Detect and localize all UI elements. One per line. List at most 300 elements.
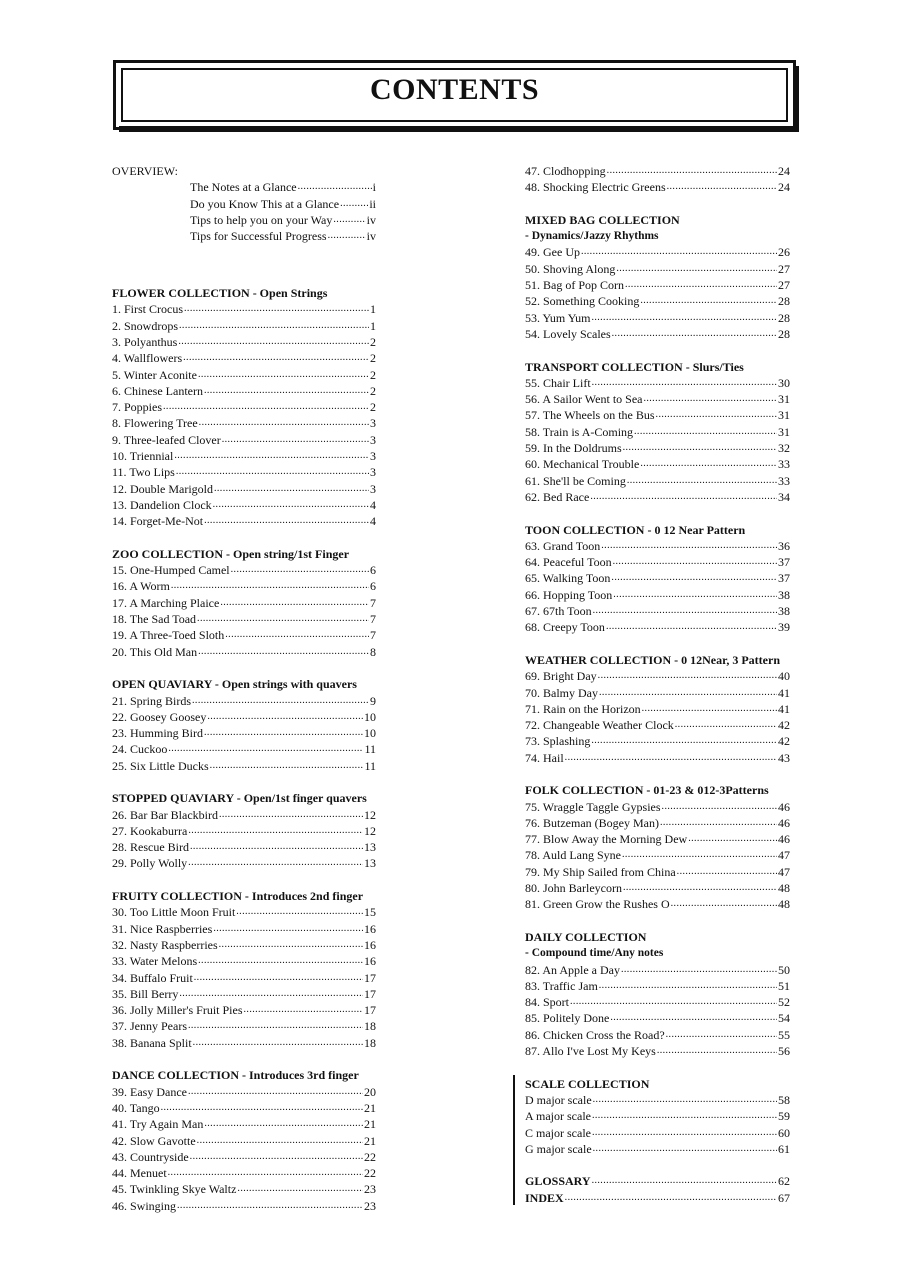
entry-title: 26. Bar Bar Blackbird bbox=[112, 807, 218, 822]
toc-entry[interactable] bbox=[112, 432, 376, 448]
dot-leader bbox=[204, 725, 363, 741]
section-subheading: - Dynamics/Jazzy Rhythms bbox=[525, 230, 659, 243]
toc-entry[interactable] bbox=[525, 407, 790, 423]
entry-page-number: 36 bbox=[778, 538, 790, 553]
dot-leader bbox=[591, 733, 777, 749]
entry-title: 50. Shoving Along bbox=[525, 261, 616, 276]
entry-title: 23. Humming Bird bbox=[112, 726, 204, 741]
entry-title: 29. Polly Wolly bbox=[112, 856, 188, 871]
spacer bbox=[525, 766, 790, 782]
toc-entry[interactable] bbox=[112, 823, 376, 839]
dot-leader bbox=[220, 595, 369, 611]
entry-page-number: 2 bbox=[370, 334, 376, 349]
overview-label: OVERVIEW: bbox=[112, 164, 178, 178]
toc-entry[interactable] bbox=[525, 701, 790, 717]
entry-page-number: 28 bbox=[778, 310, 790, 325]
entry-title: 33. Water Melons bbox=[112, 954, 198, 969]
toc-entry[interactable] bbox=[525, 277, 790, 293]
toc-entry[interactable] bbox=[112, 1165, 376, 1181]
entry-title: 22. Goosey Goosey bbox=[112, 709, 207, 724]
entry-title: 63. Grand Toon bbox=[525, 538, 601, 553]
entry-page-number: 55 bbox=[778, 1027, 790, 1042]
entry-page-number: 56 bbox=[778, 1044, 790, 1059]
toc-end-entry[interactable] bbox=[525, 1173, 790, 1189]
dot-leader bbox=[219, 937, 363, 953]
entry-page-number: 2 bbox=[370, 367, 376, 382]
toc-entry[interactable] bbox=[112, 1198, 376, 1214]
entry-title: 17. A Marching Plaice bbox=[112, 595, 220, 610]
toc-entry[interactable] bbox=[525, 261, 790, 277]
dot-leader bbox=[236, 904, 363, 920]
toc-entry[interactable] bbox=[525, 456, 790, 472]
toc-entry[interactable] bbox=[525, 440, 790, 456]
toc-entry[interactable] bbox=[525, 815, 790, 831]
entry-page-number: 46 bbox=[778, 815, 790, 830]
toc-entry[interactable] bbox=[112, 1100, 376, 1116]
dot-leader bbox=[613, 554, 777, 570]
dot-leader bbox=[213, 921, 363, 937]
dot-leader bbox=[192, 693, 369, 709]
entry-title: 47. Clodhopping bbox=[525, 164, 606, 178]
entry-title: 67. 67th Toon bbox=[525, 604, 592, 619]
entry-title: 76. Butzeman (Bogey Man) bbox=[525, 815, 659, 830]
dot-leader bbox=[237, 1181, 363, 1197]
dot-leader bbox=[204, 513, 369, 529]
entry-page-number: 23 bbox=[364, 1198, 376, 1213]
dot-leader bbox=[204, 383, 369, 399]
toc-entry[interactable] bbox=[525, 978, 790, 994]
entry-page-number: 10 bbox=[364, 709, 376, 724]
entry-title: INDEX bbox=[525, 1190, 564, 1205]
dot-leader bbox=[171, 578, 369, 594]
spacer bbox=[525, 636, 790, 652]
dot-leader bbox=[593, 1141, 777, 1157]
dot-leader bbox=[599, 978, 777, 994]
dot-leader bbox=[176, 464, 369, 480]
dot-leader bbox=[190, 1149, 363, 1165]
spacer bbox=[112, 660, 376, 676]
dot-leader bbox=[634, 424, 777, 440]
toc-entry[interactable] bbox=[525, 831, 790, 847]
toc-entry[interactable] bbox=[112, 578, 376, 594]
entry-page-number: 4 bbox=[370, 514, 376, 529]
toc-entry[interactable] bbox=[112, 415, 376, 431]
entry-page-number: 59 bbox=[778, 1109, 790, 1124]
entry-title: 57. The Wheels on the Bus bbox=[525, 408, 655, 423]
entry-page-number: 20 bbox=[364, 1084, 376, 1099]
toc-entry[interactable] bbox=[112, 986, 376, 1002]
toc-entry[interactable] bbox=[112, 318, 376, 334]
dot-leader bbox=[193, 1035, 363, 1051]
dot-leader bbox=[219, 807, 363, 823]
entry-title: Tips for Successful Progress bbox=[190, 229, 327, 244]
section-heading: DAILY COLLECTION bbox=[525, 929, 647, 944]
entry-page-number: 21 bbox=[364, 1100, 376, 1115]
entry-page-number: 2 bbox=[370, 400, 376, 415]
toc-entry[interactable] bbox=[112, 464, 376, 480]
dot-leader bbox=[184, 301, 369, 317]
entry-page-number: 46 bbox=[778, 799, 790, 814]
entry-title: 3. Polyanthus bbox=[112, 334, 178, 349]
toc-entry[interactable] bbox=[525, 1108, 790, 1124]
entry-title: 24. Cuckoo bbox=[112, 742, 168, 757]
spacer bbox=[112, 277, 376, 285]
entry-title: 11. Two Lips bbox=[112, 465, 175, 480]
entry-title: 10. Triennial bbox=[112, 449, 174, 464]
toc-entry[interactable] bbox=[525, 864, 790, 880]
entry-title: 84. Sport bbox=[525, 995, 570, 1010]
dot-leader bbox=[163, 399, 369, 415]
dot-leader bbox=[611, 570, 777, 586]
toc-entry[interactable] bbox=[112, 644, 376, 660]
entry-title: 2. Snowdrops bbox=[112, 318, 179, 333]
toc-entry[interactable] bbox=[525, 685, 790, 701]
section-heading: MIXED BAG COLLECTION bbox=[525, 212, 680, 227]
toc-entry[interactable] bbox=[525, 326, 790, 342]
dot-leader bbox=[612, 326, 777, 342]
dot-leader bbox=[198, 367, 369, 383]
entry-title: 6. Chinese Lantern bbox=[112, 383, 203, 398]
section-heading: ZOO COLLECTION - Open string/1st Finger bbox=[112, 546, 350, 561]
toc-entry[interactable] bbox=[525, 473, 790, 489]
toc-entry[interactable] bbox=[525, 570, 790, 586]
entry-title: 86. Chicken Cross the Road? bbox=[525, 1027, 665, 1042]
toc-entry[interactable] bbox=[112, 1149, 376, 1165]
section-heading: SCALE COLLECTION bbox=[525, 1076, 650, 1091]
entry-title: The Notes at a Glance bbox=[190, 180, 297, 195]
section-subheading: - Compound time/Any notes bbox=[525, 947, 664, 960]
toc-entry[interactable] bbox=[112, 758, 376, 774]
toc-entry[interactable] bbox=[112, 921, 376, 937]
toc-entry[interactable] bbox=[112, 448, 376, 464]
toc-entry[interactable] bbox=[112, 301, 376, 317]
overview-entry[interactable] bbox=[190, 179, 376, 195]
dot-leader bbox=[188, 1084, 363, 1100]
spacer bbox=[525, 342, 790, 358]
entry-title: 43. Countryside bbox=[112, 1149, 189, 1164]
toc-entry[interactable] bbox=[112, 839, 376, 855]
entry-page-number: 4 bbox=[370, 497, 376, 512]
toc-entry[interactable] bbox=[525, 880, 790, 896]
toc-entry[interactable] bbox=[112, 562, 376, 578]
dot-leader bbox=[197, 611, 369, 627]
toc-entry[interactable] bbox=[525, 603, 790, 619]
entry-page-number: 16 bbox=[364, 954, 376, 969]
toc-entry[interactable] bbox=[112, 627, 376, 643]
toc-entry[interactable] bbox=[525, 668, 790, 684]
overview-entry[interactable] bbox=[190, 196, 376, 212]
entry-title: 32. Nasty Raspberries bbox=[112, 937, 218, 952]
dot-leader bbox=[625, 277, 777, 293]
toc-entry[interactable] bbox=[112, 807, 376, 823]
toc-entry[interactable] bbox=[112, 1116, 376, 1132]
toc-entry[interactable] bbox=[112, 904, 376, 920]
toc-entry[interactable] bbox=[112, 595, 376, 611]
dot-leader bbox=[657, 1043, 777, 1059]
entry-page-number: 2 bbox=[370, 383, 376, 398]
entry-title: 52. Something Cooking bbox=[525, 294, 640, 309]
dot-leader bbox=[623, 440, 777, 456]
dot-leader bbox=[592, 1125, 777, 1141]
dot-leader bbox=[199, 415, 369, 431]
toc-entry[interactable] bbox=[112, 611, 376, 627]
entry-page-number: 16 bbox=[364, 937, 376, 952]
toc-entry[interactable] bbox=[525, 538, 790, 554]
entry-page-number: 30 bbox=[778, 375, 790, 390]
entry-page-number: 7 bbox=[370, 612, 376, 627]
toc-entry[interactable] bbox=[525, 750, 790, 766]
toc-entry[interactable] bbox=[112, 350, 376, 366]
toc-entry[interactable] bbox=[525, 717, 790, 733]
entry-title: 64. Peaceful Toon bbox=[525, 555, 612, 570]
entry-title: 27. Kookaburra bbox=[112, 823, 188, 838]
dot-leader bbox=[161, 1100, 363, 1116]
entry-page-number: 18 bbox=[364, 1035, 376, 1050]
dot-leader bbox=[616, 261, 777, 277]
dot-leader bbox=[565, 1190, 777, 1206]
toc-entry[interactable] bbox=[525, 163, 790, 179]
entry-title: 31. Nice Raspberries bbox=[112, 921, 213, 936]
entry-page-number: 6 bbox=[370, 563, 376, 578]
toc-entry[interactable] bbox=[525, 994, 790, 1010]
dot-leader bbox=[660, 815, 777, 831]
toc-entry[interactable] bbox=[112, 513, 376, 529]
toc-entry[interactable] bbox=[112, 481, 376, 497]
toc-entry[interactable] bbox=[112, 741, 376, 757]
toc-entry[interactable] bbox=[112, 693, 376, 709]
entry-page-number: 42 bbox=[778, 734, 790, 749]
entry-page-number: 1 bbox=[370, 318, 376, 333]
entry-page-number: 37 bbox=[778, 555, 790, 570]
dot-leader bbox=[194, 970, 363, 986]
dot-leader bbox=[592, 1173, 777, 1189]
entry-page-number: 43 bbox=[778, 750, 790, 765]
dot-leader bbox=[593, 1092, 777, 1108]
spacer bbox=[112, 261, 376, 277]
spacer bbox=[525, 505, 790, 521]
entry-title: 16. A Worm bbox=[112, 579, 170, 594]
dot-leader bbox=[623, 880, 777, 896]
toc-entry[interactable] bbox=[112, 709, 376, 725]
title-box bbox=[113, 60, 796, 130]
dot-leader bbox=[565, 750, 777, 766]
toc-entry[interactable] bbox=[525, 179, 790, 195]
toc-entry[interactable] bbox=[525, 896, 790, 912]
toc-entry[interactable] bbox=[525, 424, 790, 440]
entry-page-number: 24 bbox=[778, 180, 790, 195]
dot-leader bbox=[179, 986, 363, 1002]
toc-entry[interactable] bbox=[112, 1084, 376, 1100]
entry-page-number: 21 bbox=[364, 1133, 376, 1148]
spacer bbox=[525, 1059, 790, 1075]
toc-entry[interactable] bbox=[525, 1141, 790, 1157]
toc-entry[interactable] bbox=[112, 970, 376, 986]
entry-page-number: 17 bbox=[364, 986, 376, 1001]
entry-page-number: 47 bbox=[778, 848, 790, 863]
entry-page-number: 31 bbox=[778, 392, 790, 407]
entry-title: 41. Try Again Man bbox=[112, 1117, 204, 1132]
entry-page-number: 47 bbox=[778, 864, 790, 879]
entry-title: 79. My Ship Sailed from China bbox=[525, 864, 676, 879]
entry-page-number: 39 bbox=[778, 620, 790, 635]
entry-page-number: 10 bbox=[364, 726, 376, 741]
dot-leader bbox=[667, 179, 777, 195]
entry-title: 56. A Sailor Went to Sea bbox=[525, 392, 643, 407]
entry-page-number: 18 bbox=[364, 1019, 376, 1034]
dot-leader bbox=[643, 391, 777, 407]
entry-title: 1. First Crocus bbox=[112, 302, 184, 317]
entry-title: 85. Politely Done bbox=[525, 1011, 610, 1026]
toc-entry[interactable] bbox=[525, 619, 790, 635]
entry-title: 51. Bag of Pop Corn bbox=[525, 278, 624, 293]
toc-entry[interactable] bbox=[112, 334, 376, 350]
entry-title: 4. Wallflowers bbox=[112, 351, 183, 366]
toc-entry[interactable] bbox=[525, 293, 790, 309]
entry-page-number: 11 bbox=[364, 742, 376, 757]
entry-page-number: 11 bbox=[364, 758, 376, 773]
entry-title: 87. Allo I've Lost My Keys bbox=[525, 1044, 656, 1059]
toc-entry[interactable] bbox=[112, 1002, 376, 1018]
toc-entry[interactable] bbox=[525, 1043, 790, 1059]
toc-entry[interactable] bbox=[525, 733, 790, 749]
entry-page-number: 9 bbox=[370, 693, 376, 708]
contents-right-column bbox=[525, 163, 790, 1206]
entry-title: 5. Winter Aconite bbox=[112, 367, 197, 382]
section-heading: FLOWER COLLECTION - Open Strings bbox=[112, 286, 328, 301]
entry-title: 66. Hopping Toon bbox=[525, 587, 613, 602]
toc-entry[interactable] bbox=[525, 962, 790, 978]
toc-entry[interactable] bbox=[525, 375, 790, 391]
section-heading: WEATHER COLLECTION - 0 12Near, 3 Pattern bbox=[525, 652, 780, 667]
toc-entry[interactable] bbox=[112, 1018, 376, 1034]
dot-leader bbox=[298, 179, 372, 195]
entry-title: 34. Buffalo Fruit bbox=[112, 970, 193, 985]
entry-title: 19. A Three-Toed Sloth bbox=[112, 628, 225, 643]
dot-leader bbox=[656, 407, 777, 423]
spacer bbox=[525, 196, 790, 212]
entry-page-number: 23 bbox=[364, 1182, 376, 1197]
entry-page-number: 42 bbox=[778, 718, 790, 733]
entry-title: 74. Hail bbox=[525, 750, 564, 765]
entry-page-number: 61 bbox=[778, 1141, 790, 1156]
entry-page-number: 17 bbox=[364, 970, 376, 985]
toc-entry[interactable] bbox=[112, 399, 376, 415]
dot-leader bbox=[197, 1133, 363, 1149]
entry-page-number: iv bbox=[366, 229, 376, 244]
toc-entry[interactable] bbox=[525, 587, 790, 603]
dot-leader bbox=[671, 896, 777, 912]
entry-title: 18. The Sad Toad bbox=[112, 612, 197, 627]
entry-page-number: 54 bbox=[778, 1011, 790, 1026]
entry-page-number: 15 bbox=[364, 905, 376, 920]
toc-entry[interactable] bbox=[525, 1027, 790, 1043]
dot-leader bbox=[606, 619, 777, 635]
dot-leader bbox=[198, 953, 363, 969]
dot-leader bbox=[581, 244, 777, 260]
dot-leader bbox=[610, 1010, 777, 1026]
entry-page-number: 7 bbox=[370, 628, 376, 643]
toc-entry[interactable] bbox=[112, 725, 376, 741]
entry-title: G major scale bbox=[525, 1141, 592, 1156]
toc-entry[interactable] bbox=[112, 1133, 376, 1149]
toc-entry[interactable] bbox=[525, 1092, 790, 1108]
entry-page-number: ii bbox=[369, 196, 376, 211]
entry-title: A major scale bbox=[525, 1109, 591, 1124]
entry-title: 78. Auld Lang Syne bbox=[525, 848, 621, 863]
entry-page-number: 27 bbox=[778, 278, 790, 293]
entry-title: 81. Green Grow the Rushes O bbox=[525, 897, 670, 912]
dot-leader bbox=[168, 741, 363, 757]
entry-title: 45. Twinkling Skye Waltz bbox=[112, 1182, 237, 1197]
dot-leader bbox=[183, 350, 369, 366]
toc-end-entry[interactable] bbox=[525, 1190, 790, 1206]
entry-title: 59. In the Doldrums bbox=[525, 441, 622, 456]
section-heading: DANCE COLLECTION - Introduces 3rd finger bbox=[112, 1068, 359, 1083]
dot-leader bbox=[225, 627, 369, 643]
scale-section-rule bbox=[513, 1075, 515, 1205]
toc-entry[interactable] bbox=[112, 383, 376, 399]
toc-entry[interactable] bbox=[112, 855, 376, 871]
dot-leader bbox=[613, 587, 777, 603]
toc-entry[interactable] bbox=[525, 244, 790, 260]
toc-entry[interactable] bbox=[525, 799, 790, 815]
spacer bbox=[112, 1051, 376, 1067]
dot-leader bbox=[340, 196, 368, 212]
contents-left-column bbox=[112, 163, 376, 1214]
toc-entry[interactable] bbox=[525, 847, 790, 863]
toc-entry[interactable] bbox=[525, 1125, 790, 1141]
toc-entry[interactable] bbox=[525, 489, 790, 505]
overview-entry[interactable] bbox=[190, 228, 376, 244]
entry-title: 71. Rain on the Horizon bbox=[525, 701, 641, 716]
entry-title: Tips to help you on your Way bbox=[190, 212, 333, 227]
toc-entry[interactable] bbox=[112, 367, 376, 383]
entry-title: 37. Jenny Pears bbox=[112, 1019, 187, 1034]
entry-title: 8. Flowering Tree bbox=[112, 416, 198, 431]
entry-page-number: 48 bbox=[778, 881, 790, 896]
dot-leader bbox=[592, 1108, 777, 1124]
entry-title: 68. Creepy Toon bbox=[525, 620, 605, 635]
dot-leader bbox=[190, 839, 363, 855]
entry-title: 69. Bright Day bbox=[525, 669, 597, 684]
toc-entry[interactable] bbox=[525, 554, 790, 570]
dot-leader bbox=[188, 855, 363, 871]
entry-page-number: 67 bbox=[778, 1190, 790, 1205]
overview-entry[interactable] bbox=[190, 212, 376, 228]
entry-page-number: 38 bbox=[778, 587, 790, 602]
toc-entry[interactable] bbox=[112, 497, 376, 513]
dot-leader bbox=[592, 375, 777, 391]
toc-entry[interactable] bbox=[112, 953, 376, 969]
toc-entry[interactable] bbox=[112, 1181, 376, 1197]
dot-leader bbox=[627, 473, 777, 489]
entry-page-number: 40 bbox=[778, 669, 790, 684]
toc-entry[interactable] bbox=[525, 1010, 790, 1026]
toc-entry[interactable] bbox=[112, 937, 376, 953]
dot-leader bbox=[204, 1116, 363, 1132]
spacer bbox=[525, 1157, 790, 1173]
toc-entry[interactable] bbox=[525, 310, 790, 326]
dot-leader bbox=[666, 1027, 777, 1043]
toc-entry[interactable] bbox=[525, 391, 790, 407]
entry-page-number: 52 bbox=[778, 995, 790, 1010]
toc-entry[interactable] bbox=[112, 1035, 376, 1051]
entry-page-number: 62 bbox=[778, 1174, 790, 1189]
entry-page-number: 31 bbox=[778, 408, 790, 423]
entry-title: 38. Banana Split bbox=[112, 1035, 192, 1050]
entry-page-number: 3 bbox=[370, 416, 376, 431]
entry-page-number: iv bbox=[366, 212, 376, 227]
